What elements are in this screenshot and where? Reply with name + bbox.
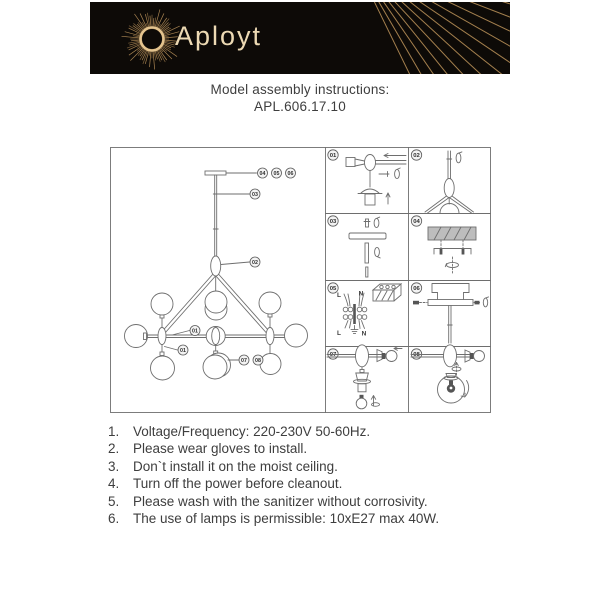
panel-label-01 (328, 150, 338, 160)
panel-06-figure (413, 284, 489, 344)
callout-08 (253, 355, 263, 365)
callout-03 (250, 189, 260, 199)
globe (259, 292, 281, 314)
svg-text:07: 07 (329, 352, 337, 359)
globe (205, 291, 227, 313)
page-title: Model assembly instructions: (210, 82, 390, 97)
instruction-text: Voltage/Frequency: 220-230V 50-60Hz. (133, 424, 371, 439)
svg-text:02: 02 (413, 153, 420, 160)
instruction-number: 4. (108, 476, 120, 492)
callout-05 (272, 168, 282, 178)
figure-callouts (165, 168, 296, 365)
instruction-text: Please wash with the sanitizer without corrosivity. (133, 493, 428, 509)
instruction-item (108, 493, 439, 510)
globe (151, 293, 173, 315)
panel-label-04 (411, 216, 421, 226)
wire-label-live-bottom: L (337, 330, 341, 337)
instruction-text: Don`t install it on the moist ceiling. (133, 458, 338, 474)
svg-text:04: 04 (259, 171, 266, 177)
panel-02-figure (425, 151, 474, 213)
wire-label-neutral-bottom: N (361, 330, 367, 338)
svg-text:05: 05 (273, 171, 280, 177)
callout-01-frame (190, 326, 200, 336)
sunburst-center (144, 31, 161, 48)
svg-text:02: 02 (252, 260, 258, 266)
panel-01-figure (346, 154, 406, 206)
instruction-item (108, 440, 439, 457)
callout-01-arm (178, 345, 188, 355)
instruction-text: The use of lamps is permissible: 10xE27 max 40W. (133, 511, 440, 527)
instruction-number: 2. (108, 441, 120, 457)
instruction-text: Please wear gloves to install. (133, 441, 308, 457)
panel-04-figure (428, 227, 476, 273)
globe (151, 356, 175, 380)
svg-text:07: 07 (241, 358, 247, 364)
instruction-number: 3. (108, 458, 120, 474)
banner-decoration (90, 2, 510, 74)
model-number: APL.606.17.10 (254, 99, 346, 114)
instructions-list (108, 423, 439, 527)
panel-05-figure (337, 284, 401, 338)
instruction-text: Turn off the power before cleanout. (133, 476, 343, 492)
svg-text:06: 06 (287, 171, 294, 177)
globe (260, 354, 281, 375)
corner-rays-decoration (352, 2, 510, 74)
assembly-diagram (110, 147, 491, 413)
svg-text:08: 08 (413, 352, 420, 359)
panel-label-02 (411, 150, 421, 160)
panel-03-figure (349, 217, 386, 277)
panel-label-07 (328, 349, 338, 359)
panel-label-08 (411, 349, 421, 359)
callout-04 (258, 168, 268, 178)
instruction-item (108, 475, 439, 492)
panel-label-03 (328, 216, 338, 226)
svg-text:01: 01 (192, 328, 198, 335)
wire-label-live-top: L (337, 292, 341, 299)
joint-oval (211, 256, 221, 276)
svg-text:03: 03 (252, 192, 258, 198)
panel-label-06 (411, 283, 421, 293)
panel-07-figure (327, 345, 402, 409)
svg-text:04: 04 (413, 219, 420, 226)
svg-text:01: 01 (329, 153, 337, 160)
wire-label-neutral-top: N (358, 290, 364, 298)
instruction-number: 1. (108, 424, 120, 439)
svg-text:05: 05 (329, 286, 337, 293)
instruction-item (108, 510, 439, 527)
canopy-plate (205, 171, 226, 175)
instruction-number: 6. (108, 511, 120, 527)
svg-text:06: 06 (413, 286, 420, 293)
chandelier-figure (125, 171, 308, 380)
brand-banner (90, 2, 510, 74)
callout-02 (250, 257, 260, 267)
callout-07 (239, 355, 249, 365)
globe (203, 355, 227, 379)
instruction-number: 5. (108, 493, 120, 509)
instruction-item (108, 423, 439, 440)
svg-text:01: 01 (180, 348, 186, 354)
instruction-item (108, 458, 439, 475)
svg-text:03: 03 (329, 219, 337, 226)
svg-text:08: 08 (255, 358, 261, 364)
brand-logo-text: Aployt (175, 21, 263, 51)
callout-06 (286, 168, 296, 178)
globe (285, 324, 308, 347)
